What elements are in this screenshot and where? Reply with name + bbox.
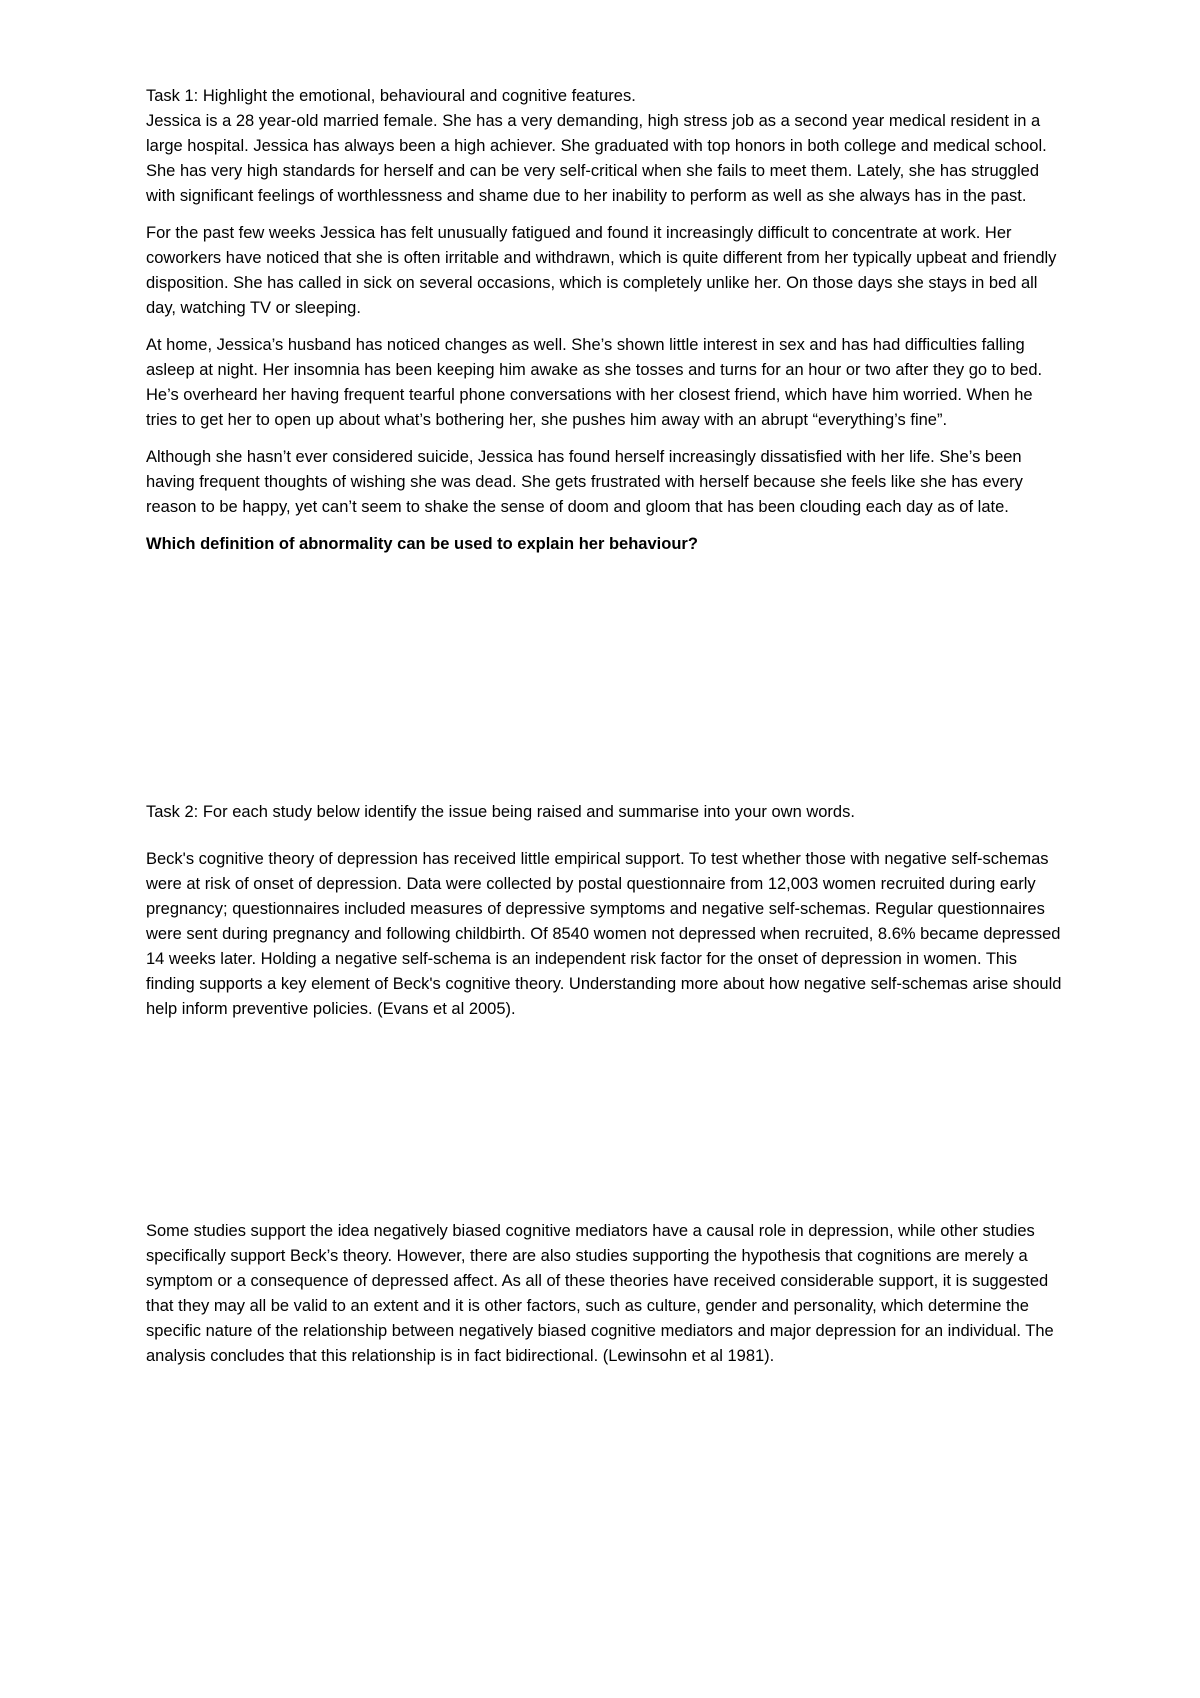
- task1-section: [146, 84, 1066, 557]
- task2-section: [146, 800, 1066, 1022]
- task1-paragraph-1: Jessica is a 28 year-old married female. She has a very demanding, high stress job as a second year medical resident in a large hospital. Jessica has always been a high achiever. She graduated with top honors in both college and medical school. She has very high standards for herself and can be very self-critical when she fails to meet them. Lately, she has struggled with significant feelings of worthlessness and shame due to her inability to perform as well as she always has in the past.: [146, 112, 1047, 205]
- task2-study-2-section: [146, 1219, 1066, 1369]
- task1-title: Task 1: Highlight the emotional, behavioural and cognitive features.: [146, 87, 636, 105]
- task1-question: Which definition of abnormality can be used to explain her behaviour?: [146, 535, 698, 553]
- task2-study-2: Some studies support the idea negatively biased cognitive mediators have a causal role in depression, while other studies specifically support Beck’s theory. However, there are also studies supporting the hypothesis that cognitions are merely a symptom or a consequence of depressed affect. As all of these theories have received considerable support, it is suggested that they may all be valid to an extent and it is other factors, such as culture, gender and personality, which determine the specific nature of the relationship between negatively biased cognitive mediators and major depression for an individual. The analysis concludes that this relationship is in fact bidirectional. (Lewinsohn et al 1981).: [146, 1222, 1054, 1365]
- task1-paragraph-2: For the past few weeks Jessica has felt unusually fatigued and found it increasingly difficult to concentrate at work. Her coworkers have noticed that she is often irritable and withdrawn, which is quite different from her typically upbeat and friendly disposition. She has called in sick on several occasions, which is completely unlike her. On those days she stays in bed all day, watching TV or sleeping.: [146, 224, 1057, 317]
- task2-study-1: Beck's cognitive theory of depression has received little empirical support. To test whether those with negative self-schemas were at risk of onset of depression. Data were collected by postal questionnaire from 12,003 women recruited during early pregnancy; questionnaires included measures of depressive symptoms and negative self-schemas. Regular questionnaires were sent during pregnancy and following childbirth. Of 8540 women not depressed when recruited, 8.6% became depressed 14 weeks later. Holding a negative self-schema is an independent risk factor for the onset of depression in women. This finding supports a key element of Beck's cognitive theory. Understanding more about how negative self-schemas arise should help inform preventive policies. (Evans et al 2005).: [146, 850, 1062, 1018]
- task1-paragraph-4: Although she hasn’t ever considered suicide, Jessica has found herself increasingly dissatisfied with her life. She’s been having frequent thoughts of wishing she was dead. She gets frustrated with herself because she feels like she has every reason to be happy, yet can’t seem to shake the sense of doom and gloom that has been clouding each day as of late.: [146, 448, 1023, 516]
- task1-paragraph-3: At home, Jessica’s husband has noticed changes as well. She’s shown little interest in sex and has had difficulties falling asleep at night. Her insomnia has been keeping him awake as she tosses and turns for an hour or two after they go to bed. He’s overheard her having frequent tearful phone conversations with her closest friend, which have him worried. When he tries to get her to open up about what’s bothering her, she pushes him away with an abrupt “everything’s fine”.: [146, 336, 1043, 429]
- task2-title: Task 2: For each study below identify the issue being raised and summarise into your own words.: [146, 803, 855, 821]
